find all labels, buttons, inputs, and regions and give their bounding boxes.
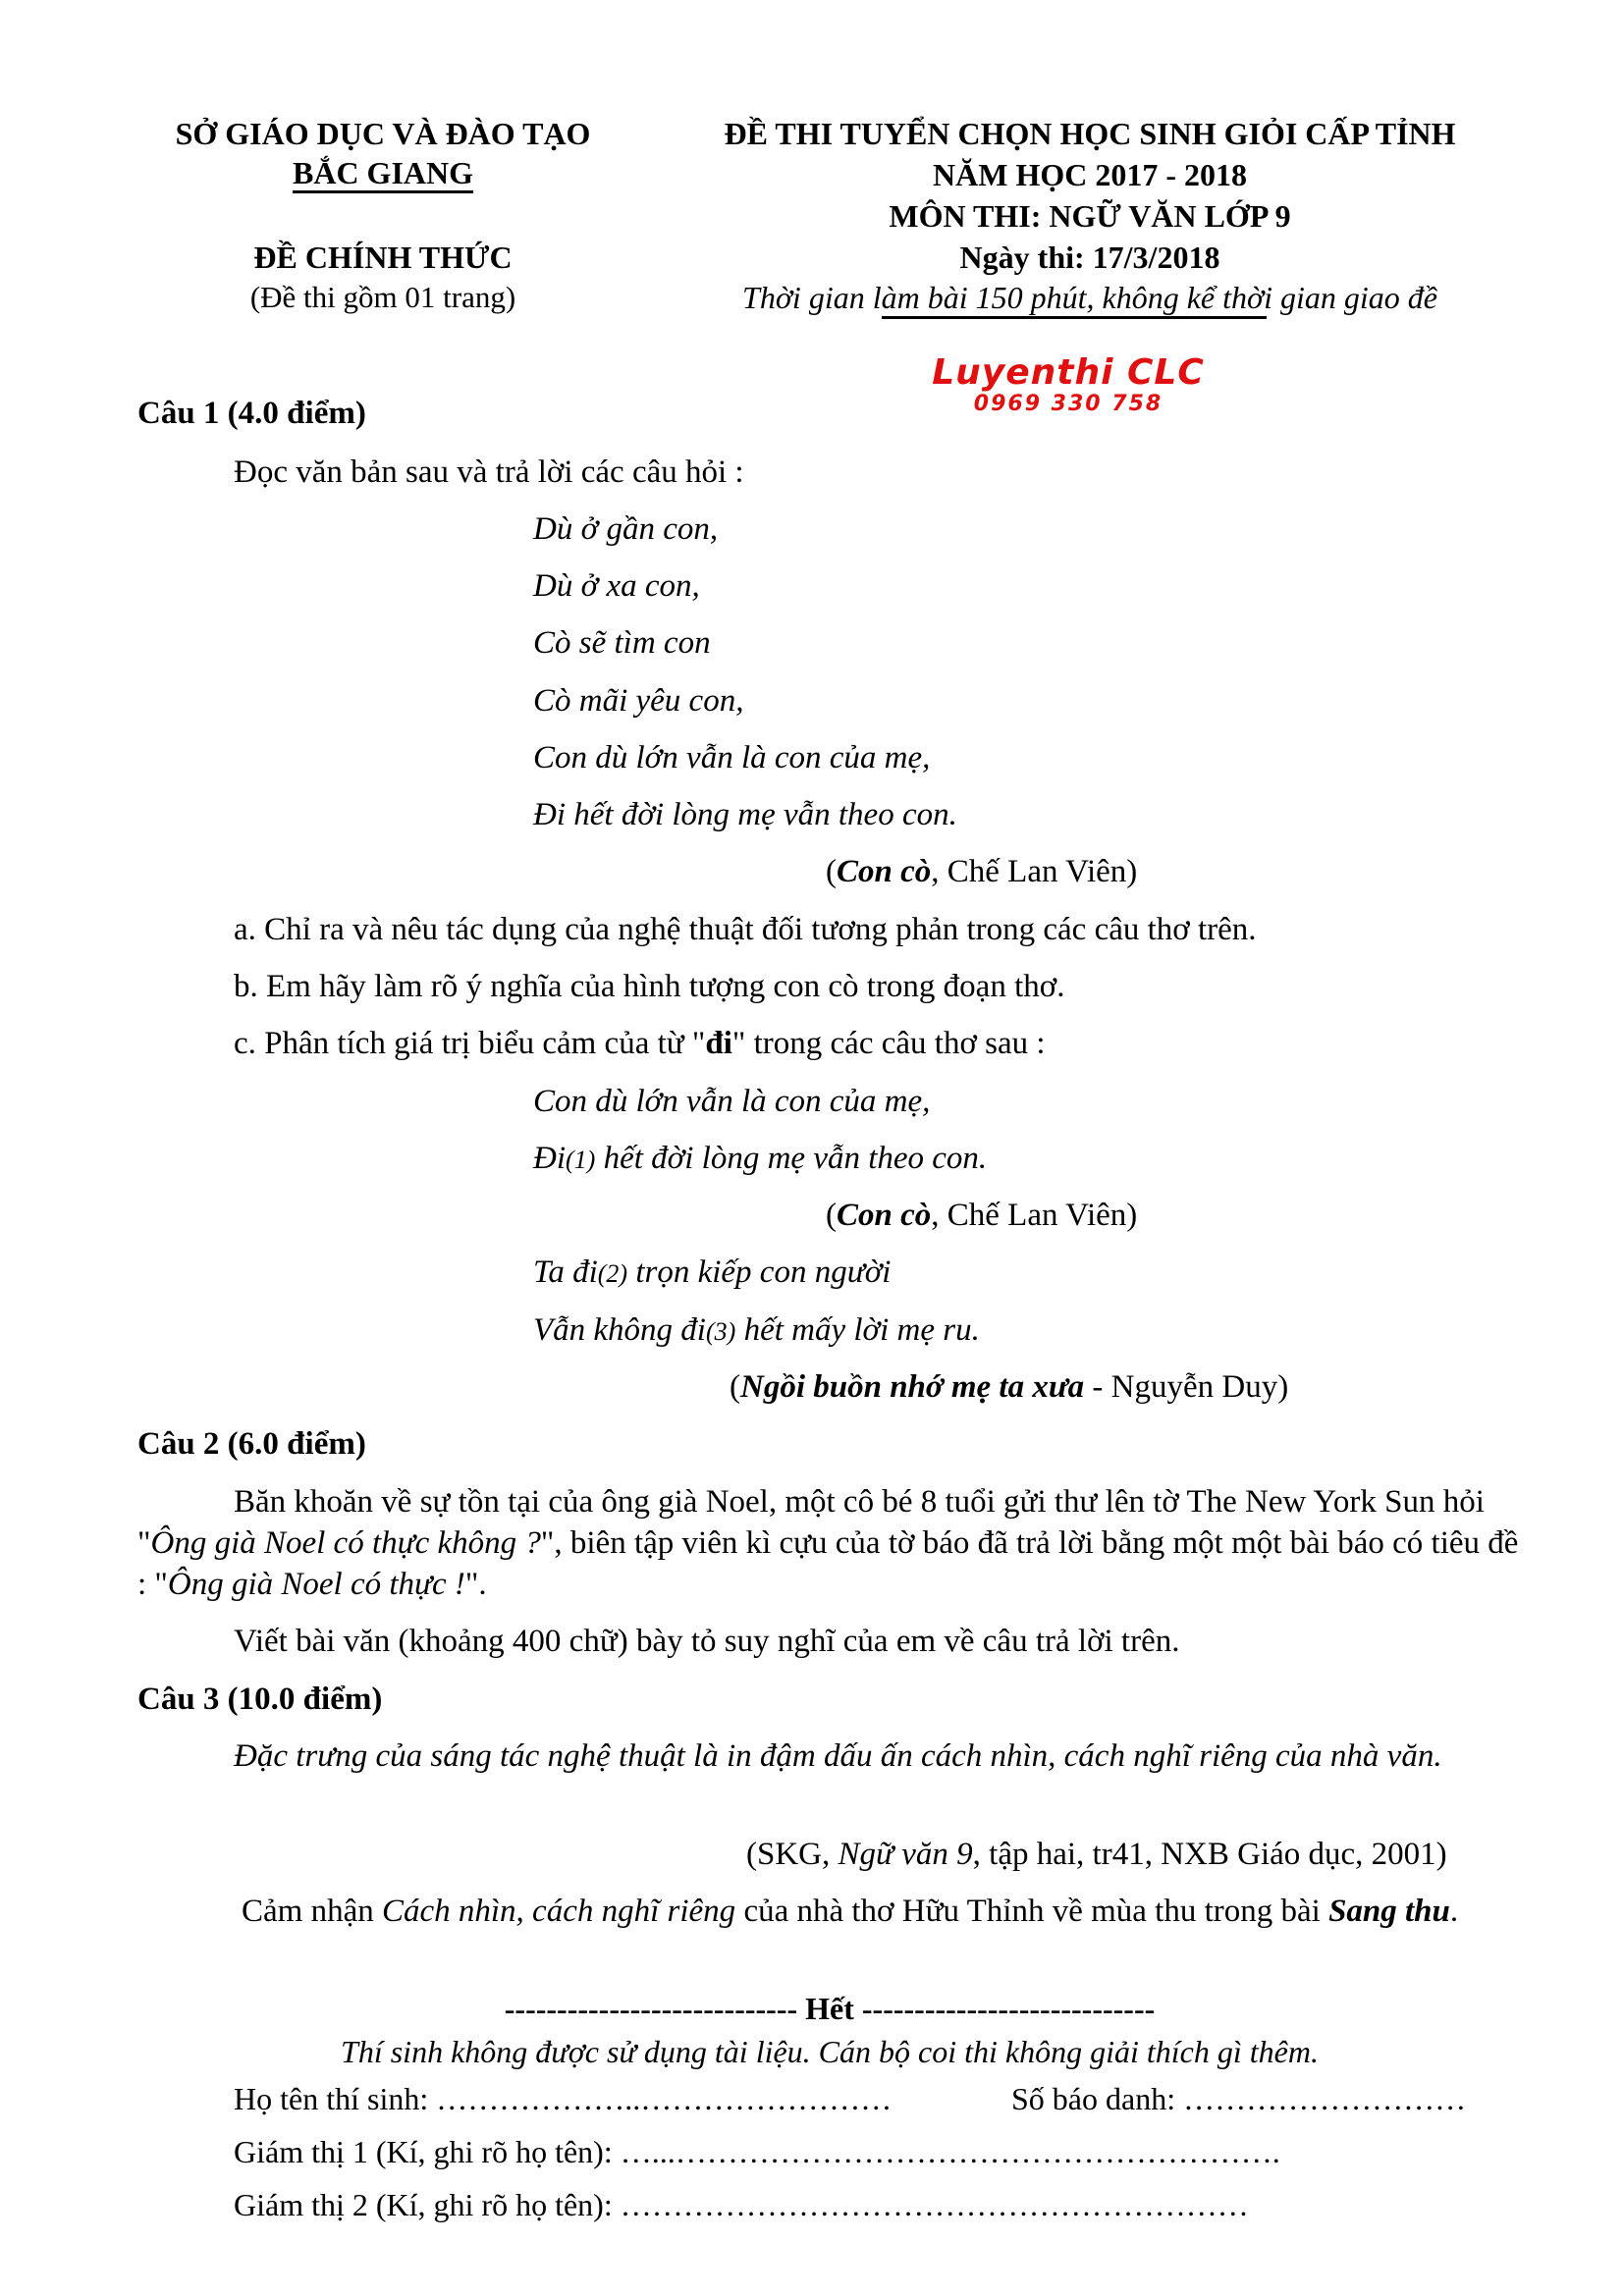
q2-paragraph-1: Băn khoăn về sự tồn tại của ông già Noel, một cô bé 8 tuổi gửi thư lên tờ The New York Sun hỏi "Ông già Noel có thực không ?", biên tập viên kì cựu của tờ báo đã trả lời bằng một một bài báo có tiêu đề : "Ông già Noel có thực !".	[137, 1484, 1519, 1602]
q3-task: Cảm nhận Cách nhìn, cách nghĩ riêng của nhà thơ Hữu Thỉnh về mùa thu trong bài Sang thu.	[242, 1894, 1459, 1929]
official-label: ĐỀ CHÍNH THỨC	[253, 240, 513, 275]
department-line2	[98, 153, 668, 193]
footer-note: Thí sinh không được sử dụng tài liệu. Cán bộ coi thi không giải thích gì thêm.	[341, 2034, 1319, 2069]
candidate-number-field: Số báo danh: ………………………	[1011, 2081, 1467, 2116]
department-province: BẮC GIANG	[293, 155, 473, 193]
luyenthi-logo	[901, 353, 1235, 424]
time-note: Thời gian làm bài 150 phút, không kể thời gian giao đề	[742, 280, 1437, 315]
q1-poem2-line-1: Con dù lớn vẫn là con của mẹ,	[533, 1084, 931, 1119]
q1-heading: Câu 1 (4.0 điểm)	[137, 396, 366, 431]
q1-part-c: c. Phân tích giá trị biểu cảm của từ "đi" trong các câu thơ sau :	[234, 1026, 1046, 1061]
q1-poem2-line-2: Đi(1) hết đời lòng mẹ vẫn theo con.	[533, 1141, 988, 1176]
exam-date: Ngày thi: 17/3/2018	[959, 240, 1220, 275]
time-underline	[882, 316, 1267, 319]
q2-heading: Câu 2 (6.0 điểm)	[137, 1426, 366, 1462]
q1-poem-line-2: Dù ở xa con,	[533, 568, 700, 604]
q1-source3: (Ngồi buồn nhớ mẹ ta xưa - Nguyễn Duy)	[730, 1369, 1289, 1405]
q1-poem-line-5: Con dù lớn vẫn là con của mẹ,	[533, 740, 931, 775]
q3-quote: Đặc trưng của sáng tác nghệ thuật là in đậm dấu ấn cách nhìn, cách nghĩ riêng của nhà văn.	[234, 1738, 1442, 1774]
candidate-name-field: Họ tên thí sinh: ………………..……………………	[234, 2081, 893, 2116]
q1-intro: Đọc văn bản sau và trả lời các câu hỏi :	[234, 454, 744, 490]
q1-source2: (Con cò, Chế Lan Viên)	[826, 1198, 1138, 1233]
q1-poem-line-1: Dù ở gần con,	[533, 511, 719, 547]
q1-poem-line-3: Cò sẽ tìm con	[533, 625, 711, 661]
end-marker: ---------------------------- Hết ----------------------------	[504, 1991, 1156, 2026]
q2-paragraph-2: Viết bài văn (khoảng 400 chữ) bày tỏ suy nghĩ của em về câu trả lời trên.	[234, 1624, 1180, 1659]
q1-part-a: a. Chỉ ra và nêu tác dụng của nghệ thuật đối tương phản trong các câu thơ trên.	[234, 912, 1257, 947]
logo-phone: 0969 330 758	[973, 392, 1163, 416]
logo-name: Luyenthi CLC	[932, 352, 1205, 393]
proctor2-field: Giám thị 2 (Kí, ghi rõ họ tên): ……………………………………………………	[234, 2187, 1249, 2222]
school-year: NĂM HỌC 2017 - 2018	[933, 157, 1247, 192]
q3-citation: (SKG, Ngữ văn 9, tập hai, tr41, NXB Giáo dục, 2001)	[746, 1837, 1447, 1872]
page-count-note: (Đề thi gồm 01 trang)	[249, 280, 516, 314]
q1-source: (Con cò, Chế Lan Viên)	[826, 854, 1138, 889]
department-line1: SỞ GIÁO DỤC VÀ ĐÀO TẠO	[175, 116, 591, 151]
q1-poem3-line-2: Vẫn không đi(3) hết mấy lời mẹ ru.	[533, 1312, 980, 1348]
exam-title: ĐỀ THI TUYỂN CHỌN HỌC SINH GIỎI CẤP TỈNH	[724, 116, 1456, 151]
q1-source-title: Con cò	[837, 854, 932, 889]
q1-part-b: b. Em hãy làm rõ ý nghĩa của hình tượng con cò trong đoạn thơ.	[234, 969, 1065, 1004]
q1-poem3-line-1: Ta đi(2) trọn kiếp con người	[533, 1255, 892, 1290]
exam-subject: MÔN THI: NGỮ VĂN LỚP 9	[889, 198, 1291, 234]
q1-keyword: đi	[705, 1026, 732, 1061]
proctor1-field: Giám thị 1 (Kí, ghi rõ họ tên): …...………………………………………………….	[234, 2134, 1280, 2169]
q3-heading: Câu 3 (10.0 điểm)	[137, 1682, 383, 1717]
q1-poem-line-6: Đi hết đời lòng mẹ vẫn theo con.	[533, 797, 957, 832]
q1-poem-line-4: Cò mãi yêu con,	[533, 683, 744, 719]
